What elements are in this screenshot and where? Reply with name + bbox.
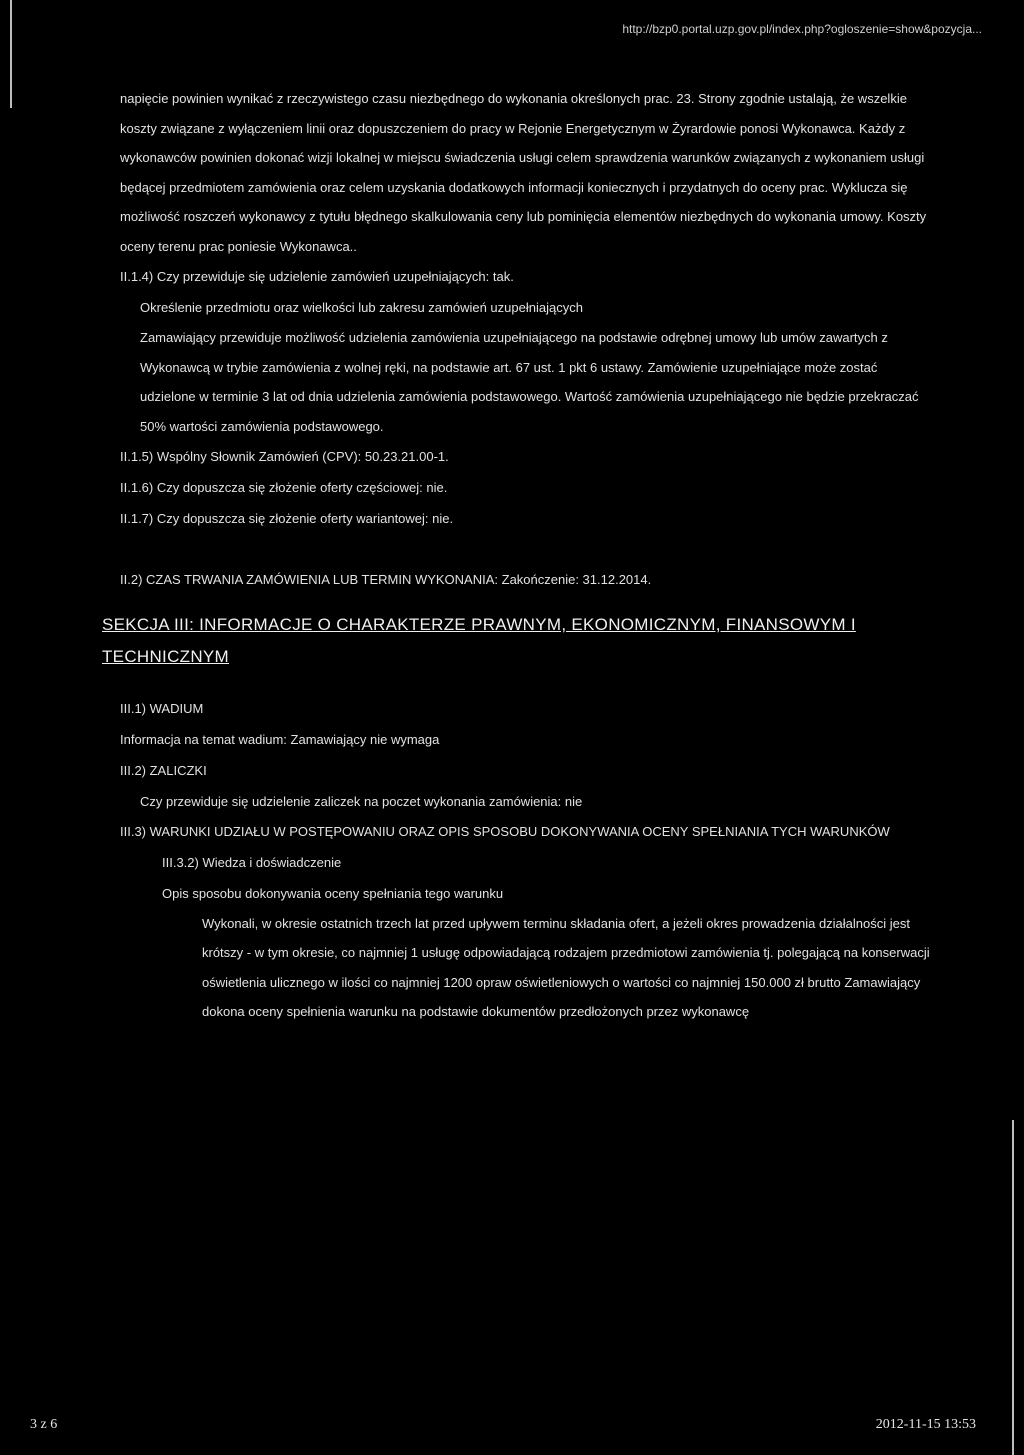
opis-text: Wykonali, w okresie ostatnich trzech lat przed upływem terminu składania ofert, a jeżeli okres prowadzenia działalności jest krótszy - w tym okresie, co najmniej 1 usługę odpowiadającą rodzajem przedmiotowi zamówienia tj. polegającą na konserwacji oświetlenia ulicznego w ilości co najmniej 1200 opraw oświetleniowych o wartości co najmniej 150.000 zł brutto Zamawiający dokona oceny spełnienia warunku na podstawie dokumentów przedłożonych przez wykonawcę [202,915,930,1019]
wadium-info: Informacja na temat wadium: Zamawiający nie wymaga [120,732,440,747]
opis-heading: Opis sposobu dokonywania oceny spełniania tego warunku [162,885,504,901]
zaliczki-info: Czy przewiduje się udzielenie zaliczek na poczet wykonania zamówienia: nie [140,794,583,809]
item-ii-2: II.2) CZAS TRWANIA ZAMÓWIENIA LUB TERMIN WYKONANIA: Zakończenie: 31.12.2014. [120,572,652,587]
item-iii-3-2: III.3.2) Wiedza i doświadczenie [162,854,342,870]
item-ii-1-6: II.1.6) Czy dopuszcza się złożenie oferty częściowej: nie. [120,480,448,495]
header-url: http://bzp0.portal.uzp.gov.pl/index.php?ogloszenie=show&pozycja... [622,22,982,36]
section-iii-title: SEKCJA III: INFORMACJE O CHARAKTERZE PRAWNYM, EKONOMICZNYM, FINANSOWYM I TECHNICZNYM [102,615,856,666]
item-iii-1: III.1) WADIUM [120,701,204,716]
spacer [120,534,940,564]
document-body [102,84,940,1027]
print-timestamp: 2012-11-15 13:53 [875,1417,976,1432]
item-iii-2: III.2) ZALICZKI [120,763,207,778]
item-ii-1-4: II.1.4) Czy przewiduje się udzielenie zamówień uzupełniających: tak. [120,269,514,284]
supplementary-heading: Określenie przedmiotu oraz wielkości lub zakresu zamówień uzupełniających [140,300,583,315]
scan-edge-right [1012,1120,1014,1455]
intro-paragraph: napięcie powinien wynikać z rzeczywistego czasu niezbędnego do wykonania określonych prac. 23. Strony zgodnie ustalają, że wszelkie koszty związane z wyłączeniem linii oraz dopuszczeniem do pracy w Rejonie Energetycznym w Żyrardowie ponosi Wykonawca. Każdy z wykonawców powinien dokonać wizji lokalnej w miejscu świadczenia usługi celem sprawdzenia warunków związanych z wykonaniem usługi będącej przedmiotem zamówienia oraz celem uzyskania dodatkowych informacji koniecznych i przydatnych do oceny prac. Wyklucza się możliwość roszczeń wykonawcy z tytułu błędnego skalkulowania ceny lub pominięcia elementów niezbędnych do wykonania umowy. Koszty oceny terenu prac poniesie Wykonawca.. [120,91,927,254]
scan-edge-left [10,0,12,108]
item-ii-1-5: II.1.5) Wspólny Słownik Zamówień (CPV): 50.23.21.00-1. [120,449,449,464]
item-ii-1-7: II.1.7) Czy dopuszcza się złożenie oferty wariantowej: nie. [120,511,454,526]
page-number: 3 z 6 [30,1417,58,1432]
supplementary-text: Zamawiający przewiduje możliwość udzielenia zamówienia uzupełniającego na podstawie odrębnej umowy lub umów zawartych z Wykonawcą w trybie zamówienia z wolnej ręki, na podstawie art. 67 ust. 1 pkt 6 ustawy. Zamówienie uzupełniające może zostać udzielone w terminie 3 lat od dnia udzielenia zamówienia podstawowego. Wartość zamówienia uzupełniającego nie będzie przekraczać 50% wartości zamówienia podstawowego. [140,330,919,434]
item-iii-3: III.3) WARUNKI UDZIAŁU W POSTĘPOWANIU ORAZ OPIS SPOSOBU DOKONYWANIA OCENY SPEŁNIANIA TYCH WARUNKÓW [120,824,890,839]
